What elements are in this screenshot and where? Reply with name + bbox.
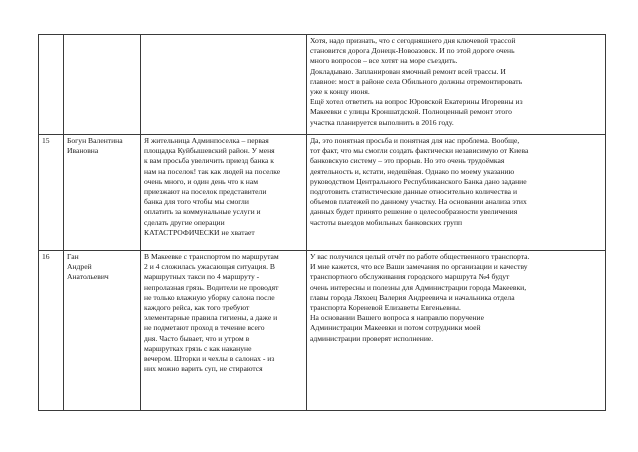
answer-text-line: много вопросов – все хотят на море съездить.: [310, 56, 458, 66]
answer-text-line: уже к концу июня.: [310, 87, 370, 97]
answer-text-line: тот факт, что мы смогли создать фактически независимую от Киева: [310, 146, 529, 156]
answer-text-line: На основании Вашего вопроса я направлю поручение: [310, 313, 484, 323]
answer-text-line: администрации проверят исполнение.: [310, 333, 434, 343]
answer-text: [307, 251, 606, 411]
question-text-line: В Макеевке с транспортом по маршрутам: [144, 252, 279, 261]
question-text-line: маршрутных такси по 4 маршруту -: [144, 272, 260, 282]
question-text-line: к вам просьба увеличить приезд банка к: [144, 156, 274, 166]
table-row: [39, 35, 606, 135]
answer-text-line: банковскую систему – это прорыв. Но это очень трудоёмкая: [310, 156, 505, 166]
row-number: 16: [39, 251, 64, 411]
author-name: [64, 251, 141, 411]
answer-text-line: деятельность и, кстати, недешёвая. Однако по моему указанию: [310, 166, 515, 176]
question-text-line: не только влажную уборку салона после: [144, 292, 275, 302]
question-text-line: сделать другие операции: [144, 217, 225, 227]
author-name-line: Богун Валентина: [67, 136, 123, 145]
answer-text-line: Да, это понятная просьба и понятная для нас проблема. Вообще,: [310, 136, 520, 145]
question-text-line: площадка Куйбышевский район. У меня: [144, 146, 275, 156]
author-name-line: Ган: [67, 252, 79, 261]
answer-text-line: Докладываю. Запланирован ямочный ремонт всей трассы. И: [310, 66, 506, 76]
answer-text-line: У вас получился целый отчёт по работе общественного транспорта.: [310, 252, 530, 261]
question-text-line: них можно варить суп, не стираются: [144, 364, 263, 374]
author-name-line: Анатольевич: [67, 272, 109, 282]
answer-text: [307, 35, 606, 135]
appeals-table-body: [39, 35, 606, 411]
question-text-line: маршрутках грязь с как накануне: [144, 343, 252, 353]
answer-text-line: объемов платежей по данному участку. На основании анализа этих: [310, 197, 527, 207]
question-text: [141, 135, 307, 251]
question-text-line: нам на поселок! так как людей на поселке: [144, 166, 281, 176]
author-name-line: Андрей: [67, 262, 92, 272]
question-text-line: каждого рейса, как того требуют: [144, 303, 250, 313]
answer-text-line: очень интересны и полезны для Администрации города Макеевки,: [310, 282, 527, 292]
question-text-line: 2 и 4 сложилась ужасающая ситуация. В: [144, 262, 275, 272]
question-text-line: оплатить за коммунальные услуги и: [144, 207, 261, 217]
answer-text-line: руководством Центрального Республиканского Банка дано задание: [310, 176, 527, 186]
answer-text-line: Администрации Макеевки и потом сотрудники моей: [310, 323, 481, 333]
answer-text-line: Хотя, надо признать, что с сегодняшнего дня ключевой трассой: [310, 36, 516, 45]
answer-text-line: участка планируется выполнить в 2016 году.: [310, 117, 454, 127]
question-text-line: очень много, и один день что к нам: [144, 176, 259, 186]
row-number: 15: [39, 135, 64, 251]
appeals-table: [38, 34, 606, 411]
answer-text-line: частоты выездов мобильных банковских групп: [310, 217, 463, 227]
question-text: [141, 35, 307, 135]
question-text: [141, 251, 307, 411]
answer-text-line: подготовить статистические данные относительно количества и: [310, 187, 518, 197]
answer-text-line: главы города Ляхоец Валерия Андреевича и начальника отдела: [310, 292, 515, 302]
row-number: [39, 35, 64, 135]
answer-text-line: данных будет принято решение о целесообразности увеличения: [310, 207, 518, 217]
answer-text-line: Макеевки с улицы Кроншатдской. Полноценный ремонт этого: [310, 107, 512, 117]
answer-text-line: транспортного обслуживания городского маршрута №4 будут: [310, 272, 510, 282]
answer-text: [307, 135, 606, 251]
table-row: [39, 251, 606, 411]
author-name: [64, 35, 141, 135]
answer-text-line: транспорта Кореневой Елизаветы Евгеньевны.: [310, 303, 461, 313]
answer-text-line: главное: мост в районе села Обильного должны отремонтировать: [310, 76, 523, 86]
author-name-line: Ивановна: [67, 146, 99, 156]
question-text-line: непролазная грязь. Водители не проводят: [144, 282, 279, 292]
question-text-line: КАТАСТРОФИЧЕСКИ не хватает: [144, 227, 255, 237]
question-text-line: вечером. Шторки и чехлы в салонах - из: [144, 354, 275, 364]
table-row: [39, 135, 606, 251]
question-text-line: банка для того чтобы мы смогли: [144, 197, 249, 207]
answer-text-line: И мне кажется, что все Ваши замечания по организации и качеству: [310, 262, 528, 272]
question-text-line: дня. Часто бывает, что и утром в: [144, 333, 250, 343]
answer-text-line: становится дорога Донецк-Новоазовск. И по этой дороге очень: [310, 46, 515, 56]
question-text-line: Я жительница Админпоселка – первая: [144, 136, 269, 145]
answer-text-line: Ещё хотел ответить на вопрос Юровской Екатерины Игоревны из: [310, 97, 523, 107]
question-text-line: не подметают проход в течение всего: [144, 323, 265, 333]
question-text-line: приезжают на поселок представители: [144, 187, 267, 197]
author-name: [64, 135, 141, 251]
question-text-line: элементарные правила гигиены, а даже и: [144, 313, 278, 323]
